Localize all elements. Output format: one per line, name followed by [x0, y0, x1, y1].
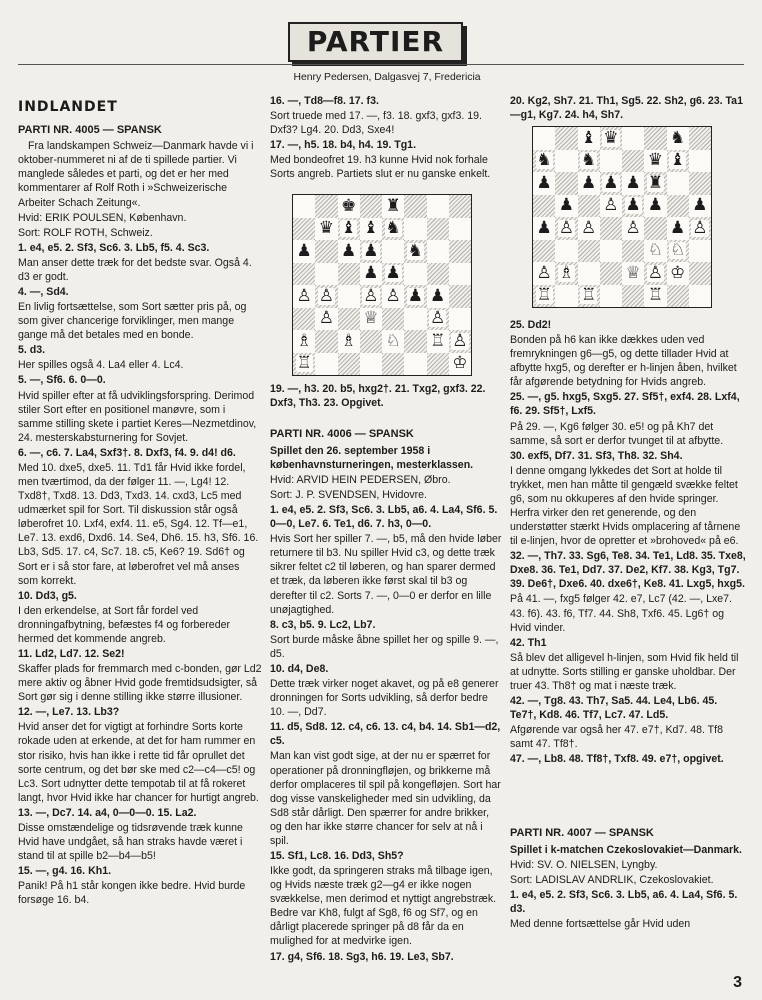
- board-square: [555, 195, 577, 218]
- board-square: [427, 353, 449, 376]
- game-4006-subtitle: Spillet den 26. september 1958 i københavnsturneringen, mesterklassen.: [270, 444, 474, 471]
- chess-piece: ♖: [430, 330, 446, 351]
- board-square: [449, 308, 471, 331]
- board-square: [293, 285, 315, 308]
- board-square: [404, 218, 426, 241]
- board-square: [360, 330, 382, 353]
- chess-piece: ♟: [581, 172, 597, 193]
- commentary: Hvid: ARVID HEIN PEDERSEN, Øbro.: [270, 473, 451, 486]
- board-square: [315, 330, 337, 353]
- move-line: 10. d4, De8.: [270, 662, 329, 675]
- chess-piece: ♚: [341, 195, 357, 216]
- chess-piece: ♙: [692, 217, 708, 238]
- move-line: 47. —, Lb8. 48. Tf8†, Txf8. 49. e7†, opgivet.: [510, 753, 724, 766]
- board-square: [427, 263, 449, 286]
- board-square: [622, 150, 644, 173]
- board-square: [644, 195, 666, 218]
- board-square: [293, 308, 315, 331]
- game-4007-body: [510, 858, 746, 931]
- board-square: [315, 218, 337, 241]
- commentary: Man anser dette træk for det bedste svar. Også 4. d3 er godt.: [18, 256, 252, 283]
- board-square: [578, 127, 600, 150]
- board-square: [427, 285, 449, 308]
- board-square: [382, 285, 404, 308]
- board-square: [622, 217, 644, 240]
- board-square: [404, 353, 426, 376]
- move-line: 42. —, Tg8. 43. Th7, Sa5. 44. Le4, Lb6. 45. Te7†, Kd8. 46. Tf7, Lc7. 47. Ld5.: [510, 695, 718, 722]
- board-square: [555, 150, 577, 173]
- chess-piece: ♙: [536, 262, 552, 283]
- commentary: Skaffer plads for fremmarch med c-bonden, gør Ld2 mere aktiv og åbner Hvid gode fremtidsudsigter, så Sort gør sig i denne stilling ikke større illusioner.: [18, 663, 262, 704]
- board-square: [293, 195, 315, 218]
- game-4006-annotations: [510, 318, 746, 766]
- board-square: [360, 308, 382, 331]
- board-square: [689, 195, 711, 218]
- board-square: [338, 353, 360, 376]
- column-1: [18, 96, 262, 908]
- board-square: [644, 172, 666, 195]
- board-square: [427, 218, 449, 241]
- chess-piece: ♕: [625, 262, 641, 283]
- chess-piece: ♙: [603, 195, 619, 216]
- move-line: 25. Dd2!: [510, 319, 552, 331]
- board-square: [555, 262, 577, 285]
- board-square: [449, 330, 471, 353]
- chess-piece: ♙: [581, 217, 597, 238]
- commentary: Sort: J. P. SVENDSEN, Hvidovre.: [270, 489, 427, 502]
- board-square: [600, 285, 622, 308]
- board-square: [382, 330, 404, 353]
- board-square: [622, 195, 644, 218]
- board-square: [689, 240, 711, 263]
- board-square: [644, 150, 666, 173]
- board-square: [600, 262, 622, 285]
- board-square: [622, 240, 644, 263]
- board-square: [382, 263, 404, 286]
- move-line: 1. e4, e5. 2. Sf3, Sc6. 3. Lb5, f5. 4. Sc3.: [18, 241, 210, 254]
- board-square: [667, 172, 689, 195]
- board-square: [404, 195, 426, 218]
- game-4005-body: [18, 139, 262, 907]
- chess-piece: ♟: [625, 195, 641, 216]
- chess-piece: ♛: [647, 150, 663, 171]
- move-line: 15. —, g4. 16. Kh1.: [18, 865, 112, 878]
- commentary: Panik! På h1 står kongen ikke bedre. Hvid burde forsøge 16. b4.: [18, 880, 246, 907]
- chess-piece: ♟: [341, 240, 357, 261]
- board-square: [449, 218, 471, 241]
- board-square: [578, 172, 600, 195]
- board-square: [555, 127, 577, 150]
- move-line: 6. —, c6. 7. La4, Sxf3†. 8. Dxf3, f4. 9. d4! d6.: [18, 446, 236, 459]
- commentary: Sort: ROLF ROTH, Schweiz.: [18, 226, 153, 239]
- board-square: [578, 285, 600, 308]
- game-4006-moves: 20. Kg2, Sh7. 21. Th1, Sg5. 22. Sh2, g6. 23. Ta1—g1, Kg7. 24. h4, Sh7.: [510, 95, 743, 122]
- board-square: [338, 285, 360, 308]
- board-square: [315, 308, 337, 331]
- board-square: [449, 285, 471, 308]
- section-heading: INDLANDET: [18, 99, 118, 115]
- game-4007-subtitle: Spillet i k-matchen Czekoslovakiet—Danmark.: [510, 843, 742, 856]
- chess-piece: ♞: [536, 150, 552, 171]
- board-square: [293, 263, 315, 286]
- chess-piece: ♛: [318, 218, 334, 239]
- board-square: [555, 172, 577, 195]
- board-square: [427, 330, 449, 353]
- chess-piece: ♕: [363, 308, 379, 329]
- move-line: 5. d3.: [18, 344, 46, 357]
- move-line: 30. exf5, Df7. 31. Sf3, Th8. 32. Sh4.: [510, 449, 683, 462]
- board-square: [293, 330, 315, 353]
- board-square: [315, 195, 337, 218]
- chess-piece: ♗: [341, 330, 357, 351]
- chess-piece: ♘: [670, 240, 686, 261]
- chess-board-1: [293, 195, 471, 375]
- commentary: Disse omstændelige og tidsrøvende træk kunne Hvid have undgået, så han straks havde været i stand til at spille b2—b4—b5!: [18, 821, 243, 863]
- board-square: [315, 240, 337, 263]
- chess-piece: ♟: [363, 240, 379, 261]
- board-square: [404, 240, 426, 263]
- chess-piece: ♝: [581, 127, 597, 148]
- board-square: [404, 285, 426, 308]
- chess-piece: ♟: [296, 240, 312, 261]
- chess-piece: ♟: [430, 285, 446, 306]
- chess-piece: ♗: [296, 330, 312, 351]
- commentary: Sort truede med 17. —, f3. 18. gxf3, gxf3. 19. Dxf3? Lg4. 20. Dd3, Sxe4!: [270, 110, 482, 137]
- chess-piece: ♝: [341, 218, 357, 239]
- commentary: På 41. —, fxg5 følger 42. e7, Lc7 (42. —, Lxe7. 43. f6). 43. f6, Tf7. 44. Sh8, Txf6. 45. Lg6† og Hvid vinder.: [510, 593, 732, 634]
- board-square: [644, 285, 666, 308]
- move-line: 15. Sf1, Lc8. 16. Dd3, Sh5?: [270, 849, 404, 862]
- chess-piece: ♙: [647, 262, 663, 283]
- board-square: [667, 285, 689, 308]
- chess-piece: ♟: [625, 172, 641, 193]
- move-line: 42. Th1: [510, 636, 547, 649]
- chess-piece: ♙: [363, 285, 379, 306]
- game-title-4007: PARTI NR. 4007 — SPANSK: [510, 827, 654, 839]
- chess-piece: ♙: [318, 285, 334, 306]
- move-line: 12. —, Le7. 13. Lb3?: [18, 706, 120, 719]
- board-square: [667, 195, 689, 218]
- page-title: PARTIER: [288, 22, 463, 62]
- commentary: Med denne fortsættelse går Hvid uden: [510, 918, 691, 931]
- commentary: Dette træk virker noget akavet, og på e8 generer dronningen for Sorts udvikling, så derfor bedre 10. —, Dd7.: [270, 678, 499, 719]
- board-square: [404, 330, 426, 353]
- board-square: [689, 262, 711, 285]
- page-number: 3: [733, 974, 742, 991]
- chess-piece: ♟: [385, 263, 401, 284]
- chess-piece: ♟: [603, 172, 619, 193]
- game-title-4005: PARTI NR. 4005 — SPANSK: [18, 123, 162, 136]
- board-square: [360, 285, 382, 308]
- commentary: Med 10. dxe5, dxe5. 11. Td1 får Hvid ikke fordel, men tværtimod, da der følger 11. —, Lg4! 12. Txd8†, Txd8. 13. Dd3, Txd3. 14. cxd3, Lc5 med udmærket spil for Sort. Til diskussion står også løberofret 10. Lxf4, exf4. 11. e5, Sg4. 12. Tf—e1, Le7. 13. exd6, Dxd6. 14. Se4, Dh6. 15. h3, Sf6. 16. Lb3, Sd5. 17. c4, Sc7. 18. c5, Ke6? 19. Sd6† og Sort er i så stor fare, at løberofret vel må anses som korrekt.: [18, 461, 259, 587]
- column-3-top: [510, 94, 746, 123]
- board-square: [360, 218, 382, 241]
- commentary: I denne omgang lykkedes det Sort at holde til trykket, men han måtte til gengæld svække feltet g6, som nu okkuperes af den hvide springer. Herfra virker den ret generende, og den understøtter stærkt Hvids omplacering af tårnene til e-linjen, hvor de opretter et »brohoved« på e6.: [510, 464, 741, 548]
- board-square: [600, 195, 622, 218]
- commentary: En livlig fortsættelse, som Sort sætter pris på, og som giver chancerige forviklinger, men mange gange må det betales med en bonde.: [18, 301, 247, 342]
- commentary: Fra landskampen Schweiz—Danmark havde vi i oktober-nummeret ni af de ti spillede partier. Vi manglede således et parti, og det er her med kommentarer af Rolf Roth i »Schweizerische Arbeiter Schach Zeitung«.: [18, 140, 254, 209]
- move-line: 13. —, Dc7. 14. a4, 0—0—0. 15. La2.: [18, 806, 197, 819]
- commentary: Hvid: ERIK POULSEN, København.: [18, 211, 187, 224]
- board-square: [600, 240, 622, 263]
- board-square: [382, 195, 404, 218]
- game-4005-continuation: [270, 94, 502, 181]
- move-line: 4. —, Sd4.: [18, 286, 69, 299]
- commentary: Her spilles også 4. La4 eller 4. Lc4.: [18, 359, 184, 372]
- board-square: [689, 172, 711, 195]
- header-rule: [18, 64, 744, 65]
- move-line: 25. —, g5. hxg5, Sxg5. 27. Sf5†, exf4. 28. Lxf4, f6. 29. Sf5†, Lxf5.: [510, 391, 740, 418]
- game-4006-body: [270, 473, 502, 964]
- board-square: [338, 263, 360, 286]
- chess-piece: ♔: [452, 353, 468, 374]
- board-square: [533, 217, 555, 240]
- board-square: [667, 150, 689, 173]
- board-square: [555, 217, 577, 240]
- board-square: [622, 262, 644, 285]
- move-line: 5. —, Sf6. 6. 0—0.: [18, 374, 106, 387]
- board-square: [555, 240, 577, 263]
- board-square: [360, 195, 382, 218]
- move-line: 8. c3, b5. 9. Lc2, Lb7.: [270, 618, 376, 631]
- chess-piece: ♞: [407, 240, 423, 261]
- board-square: [644, 240, 666, 263]
- board-square: [578, 150, 600, 173]
- board-square: [382, 218, 404, 241]
- chess-piece: ♙: [385, 285, 401, 306]
- move-line: 1. e4, e5. 2. Sf3, Sc6. 3. Lb5, a6. 4. La4, Sf6. 5. 0—0, Le7. 6. Te1, d6. 7. h3, 0—0.: [270, 504, 498, 531]
- commentary: Bonden på h6 kan ikke dækkes uden ved fremrykningen g6—g5, og dette tillader Hvid at afbytte hxg5, og derefter er h-linjen åben, hvilket får afgørende betydning for Hvids angreb.: [510, 334, 737, 389]
- move-line: 11. d5, Sd8. 12. c4, c6. 13. c4, b4. 14. Sb1—d2, c5.: [270, 721, 501, 748]
- move-line: 32. —, Th7. 33. Sg6, Te8. 34. Te1, Ld8. 35. Txe8, Dxe8. 36. Te1, Dd7. 37. De2, Kf7. 38. Kg3, Tg7. 39. De6†, Dxe6. 40. dxe6†, Ke8. 41. Lxg5, hxg5.: [510, 550, 746, 591]
- commentary: Afgørende var også her 47. e7†, Kd7. 48. Tf8 samt 47. Tf8†.: [510, 724, 723, 751]
- chess-piece: ♖: [296, 353, 312, 374]
- chess-piece: ♔: [670, 262, 686, 283]
- board-square: [644, 217, 666, 240]
- board-square: [644, 127, 666, 150]
- move-line: 1. e4, e5. 2. Sf3, Sc6. 3. Lb5, a6. 4. La4, Sf6. 5. d3.: [510, 888, 738, 915]
- chess-piece: ♞: [385, 218, 401, 239]
- board-square: [404, 263, 426, 286]
- game-4005-finish: 19. —, h3. 20. b5, hxg2†. 21. Txg2, gxf3. 22. Dxf3, Th3. 23. Opgivet.: [270, 383, 486, 410]
- commentary: Hvid anser det for vigtigt at forhindre Sorts korte rokade uden at erkende, at det for ham rummer en stor risiko, hvis han ikke i rette tid får oprullet det sorte centrum, og det bør ske med c2—c4—c5! og Lc3. Sort udnytter dette tempotab til at få rokeret langt, hvor Hvid ikke har chancer for hurtigt angreb.: [18, 721, 259, 804]
- chess-piece: ♜: [385, 195, 401, 216]
- board-square: [533, 150, 555, 173]
- board-square: [449, 240, 471, 263]
- board-square: [382, 240, 404, 263]
- board-square: [667, 127, 689, 150]
- board-square: [533, 262, 555, 285]
- column-2-top: [270, 94, 502, 182]
- commentary: Ikke godt, da springeren straks må tilbage igen, og Hvids næste træk g2—g4 er ikke nogen svækkelse, men derimod et nyttigt angrebstræk. Bedre var Kh8, fulgt af Sg8, f6 og Sf7, og en dårligt placerede springer på d8 får da en mulighed for at medvirke igen.: [270, 865, 497, 948]
- board-square: [622, 285, 644, 308]
- board-square: [555, 285, 577, 308]
- board-square: [578, 195, 600, 218]
- commentary: Hvid spiller efter at få udviklingsforspring. Derimod stiler Sort efter en positionel manøvre, som i samme stilling skete i partiet Keres—Nezmetdinov, 24. mesterskabsturnering for Sovjet.: [18, 389, 257, 444]
- commentary: Sort burde måske åbne spillet her og spille 9. —, d5.: [270, 633, 499, 660]
- commentary: Så blev det alligevel h-linjen, som Hvid fik held til at udnytte. Sorts stilling er ganske uholdbar. Der truer 43. Th8† og mat i næste træk.: [510, 651, 739, 692]
- chess-diagram-2: [532, 126, 712, 308]
- chess-piece: ♜: [647, 172, 663, 193]
- chess-piece: ♟: [647, 195, 663, 216]
- move-line: 11. Ld2, Ld7. 12. Se2!: [18, 647, 125, 660]
- chess-piece: ♞: [581, 150, 597, 171]
- board-square: [622, 172, 644, 195]
- board-square: [382, 308, 404, 331]
- board-square: [533, 195, 555, 218]
- board-square: [622, 127, 644, 150]
- chess-piece: ♙: [452, 330, 468, 351]
- column-3-middle: [510, 318, 746, 767]
- commentary: Hvid: SV. O. NIELSEN, Lyngby.: [510, 858, 658, 871]
- board-square: [533, 240, 555, 263]
- chess-piece: ♙: [558, 217, 574, 238]
- move-line: 16. —, Td8—f8. 17. f3.: [270, 95, 379, 107]
- board-square: [644, 262, 666, 285]
- board-square: [427, 240, 449, 263]
- board-square: [667, 262, 689, 285]
- move-line: 10. Dd3, g5.: [18, 589, 77, 602]
- board-square: [600, 217, 622, 240]
- board-square: [600, 172, 622, 195]
- board-square: [689, 127, 711, 150]
- board-square: [689, 217, 711, 240]
- board-square: [427, 195, 449, 218]
- commentary: På 29. —, Kg6 følger 30. e5! og på Kh7 det samme, så sort er derfor tvunget til at afbytte.: [510, 420, 724, 447]
- board-square: [293, 353, 315, 376]
- board-square: [315, 263, 337, 286]
- board-square: [360, 263, 382, 286]
- board-square: [667, 240, 689, 263]
- author-address: Henry Pedersen, Dalgasvej 7, Fredericia: [293, 72, 481, 83]
- chess-piece: ♖: [647, 285, 663, 306]
- chess-piece: ♙: [430, 308, 446, 329]
- chess-piece: ♗: [558, 262, 574, 283]
- board-square: [338, 240, 360, 263]
- board-square: [404, 308, 426, 331]
- board-square: [338, 195, 360, 218]
- chess-board-2: [533, 127, 711, 307]
- board-square: [315, 353, 337, 376]
- board-square: [338, 308, 360, 331]
- chess-piece: ♟: [407, 285, 423, 306]
- board-square: [689, 150, 711, 173]
- chess-piece: ♘: [385, 330, 401, 351]
- board-square: [427, 308, 449, 331]
- board-square: [578, 217, 600, 240]
- commentary: I den erkendelse, at Sort får fordel ved dronningafbytning, befæstes f4 og forbereder hermed det kommende angreb.: [18, 604, 231, 645]
- board-square: [315, 285, 337, 308]
- board-square: [360, 353, 382, 376]
- board-square: [689, 285, 711, 308]
- chess-piece: ♟: [536, 172, 552, 193]
- board-square: [578, 262, 600, 285]
- chess-piece: ♛: [603, 127, 619, 148]
- board-square: [382, 353, 404, 376]
- chess-piece: ♞: [670, 127, 686, 148]
- board-square: [533, 127, 555, 150]
- board-square: [449, 263, 471, 286]
- game-title-4006: PARTI NR. 4006 — SPANSK: [270, 428, 414, 441]
- chess-piece: ♙: [296, 285, 312, 306]
- board-square: [293, 218, 315, 241]
- chess-piece: ♟: [558, 195, 574, 216]
- commentary: Man kan vist godt sige, at der nu er spærret for operationer på dronningfløjen, og brikkerne må derfor omplaceres til spil på kongefløjen. Sort har dog visse vanskeligheder med sin udvikling, da Sd8 står dårligt. Den spærrer for andre brikker, og den har ikke større chancer for selv at nå i spil.: [270, 750, 501, 847]
- board-square: [533, 285, 555, 308]
- board-square: [360, 240, 382, 263]
- commentary: Hvis Sort her spiller 7. —, b5, må den hvide løber returnere til b3. Nu spiller Hvid c3, og dette træk sikrer feltet c2 til løberen, og han sparer dermed et træk, da løberen ikke først skal til b3 og derefter til c2. Sorts 7. —, 0—0 er derfor en lille unøjagtighed.: [270, 533, 502, 616]
- chess-piece: ♟: [536, 217, 552, 238]
- board-square: [578, 240, 600, 263]
- chess-piece: ♖: [536, 285, 552, 306]
- chess-piece: ♟: [363, 263, 379, 284]
- chess-diagram-1: [292, 194, 472, 376]
- chess-piece: ♟: [692, 195, 708, 216]
- board-square: [667, 217, 689, 240]
- chess-piece: ♟: [670, 217, 686, 238]
- board-square: [293, 240, 315, 263]
- chess-piece: ♝: [363, 218, 379, 239]
- board-square: [449, 195, 471, 218]
- board-square: [600, 150, 622, 173]
- commentary: Sort: LADISLAV ANDRLIK, Czekoslovakiet.: [510, 873, 714, 886]
- board-square: [533, 172, 555, 195]
- chess-piece: ♘: [647, 240, 663, 261]
- board-square: [600, 127, 622, 150]
- board-square: [449, 353, 471, 376]
- chess-piece: ♝: [670, 150, 686, 171]
- commentary: Med bondeofret 19. h3 kunne Hvid nok forhale Sorts angreb. Partiets slut er nu ganske enkelt.: [270, 154, 491, 181]
- chess-piece: ♙: [625, 217, 641, 238]
- board-square: [338, 330, 360, 353]
- move-line: 17. —, h5. 18. b4, h4. 19. Tg1.: [270, 139, 417, 152]
- column-2-bottom: [270, 382, 502, 965]
- chess-piece: ♙: [318, 308, 334, 329]
- board-square: [338, 218, 360, 241]
- column-3-bottom: [510, 826, 746, 932]
- move-line: 17. g4, Sf6. 18. Sg3, h6. 19. Le3, Sb7.: [270, 950, 454, 963]
- chess-piece: ♖: [581, 285, 597, 306]
